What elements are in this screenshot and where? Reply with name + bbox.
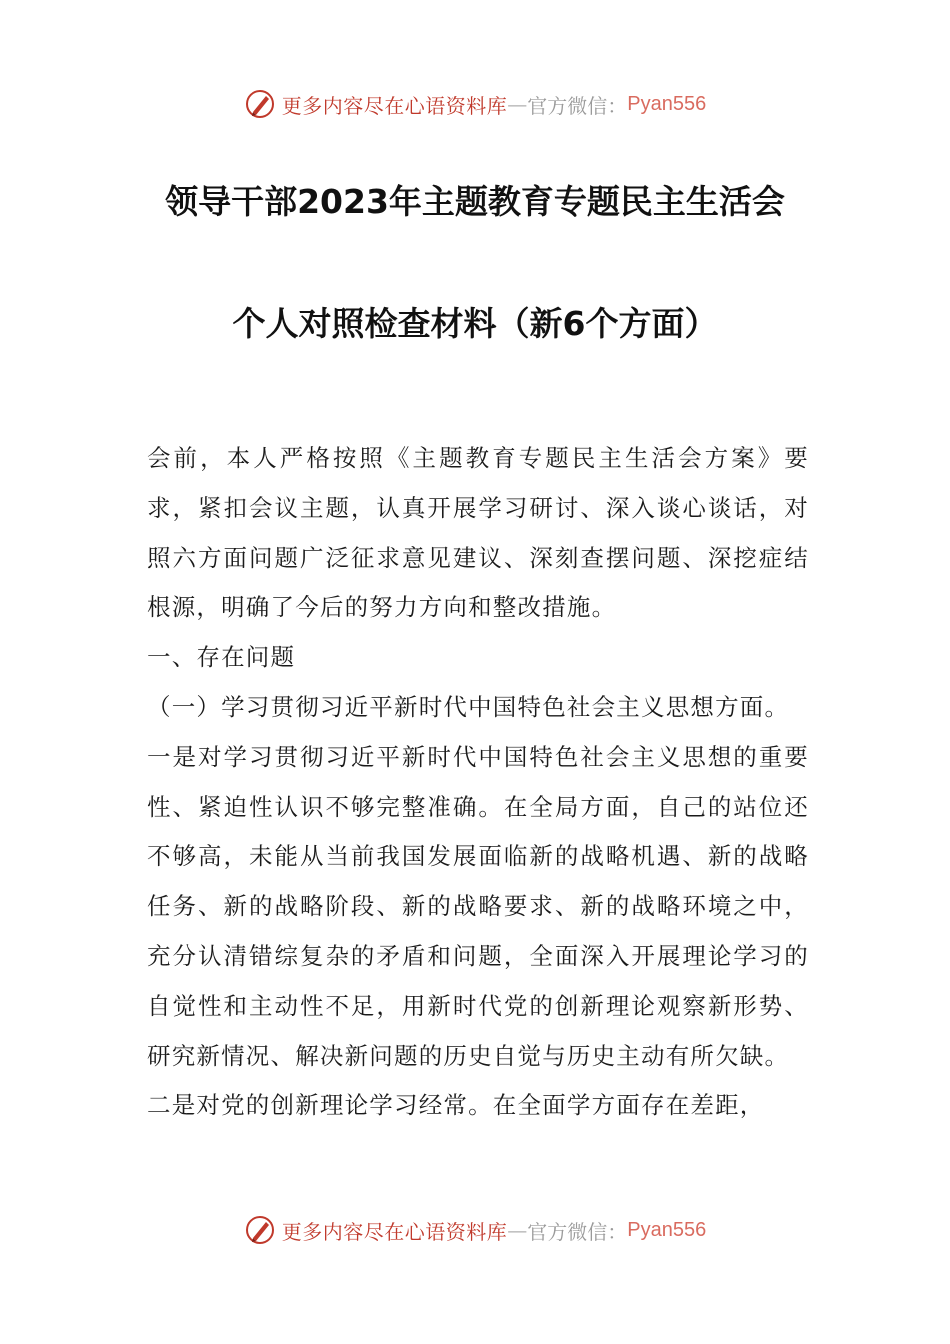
pen-logo-icon — [244, 1214, 276, 1246]
watermark-wechat-label: 官方微信： — [527, 1219, 628, 1244]
document-body — [147, 434, 809, 1131]
watermark-separator: — — [507, 92, 528, 116]
watermark-footer — [0, 1210, 950, 1250]
watermark-wechat-label: 官方微信： — [527, 93, 628, 118]
watermark-brand: 更多内容尽在心语资料库 — [281, 1219, 508, 1244]
watermark-wechat-id: Pyan556 — [627, 92, 707, 115]
watermark-separator: — — [507, 1218, 528, 1242]
watermark-wechat-id: Pyan556 — [627, 1218, 707, 1241]
paragraph-point-1: 一是对学习贯彻习近平新时代中国特色社会主义思想的重要性、紧迫性认识不够完整准确。在全局方面，自己的站位还不够高，未能从当前我国发展面临新的战略机遇、新的战略任务、新的战略阶段、新的战略要求、新的战略环境之中，充分认清错综复杂的矛盾和问题，全面深入开展理论学习的自觉性和主动性不足，用新时代党的创新理论观察新形势、研究新情况、解决新问题的历史自觉与历史主动有所欠缺。 — [147, 742, 809, 1070]
watermark-brand: 更多内容尽在心语资料库 — [281, 93, 508, 118]
subsection-heading-1: （一）学习贯彻习近平新时代中国特色社会主义思想方面。 — [147, 692, 790, 721]
watermark-header — [0, 84, 950, 124]
document-title-line-2: 个人对照检查材料（新6个方面） — [232, 304, 718, 343]
paragraph-point-2: 二是对党的创新理论学习经常。在全面学方面存在差距， — [147, 1091, 765, 1120]
paragraph-intro: 会前，本人严格按照《主题教育专题民主生活会方案》要求，紧扣会议主题，认真开展学习研讨、深入谈心谈话，对照六方面问题广泛征求意见建议、深刻查摆问题、深挖症结根源，明确了今后的努力方向和整改措施。 — [147, 444, 809, 622]
pen-logo-icon — [244, 88, 276, 120]
document-title-line-1: 领导干部2023年主题教育专题民主生活会 — [165, 182, 785, 221]
section-heading-problems: 一、存在问题 — [147, 643, 296, 672]
